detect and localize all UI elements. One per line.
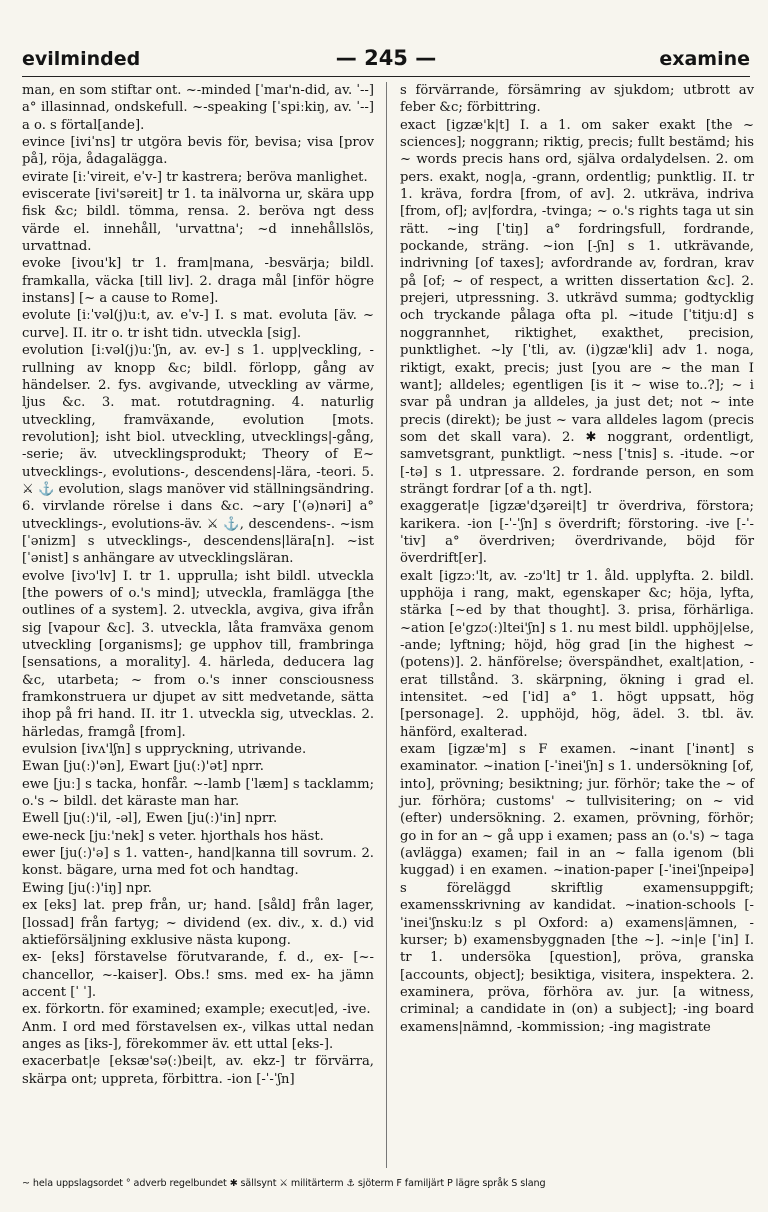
entry-evince: evince [iviˈns] tr utgöra bevis för, bevisa; visa [prov på], röja, ådagalägga.: [22, 135, 374, 168]
entry-evolute: evolute [iːˈvəl(j)uːt, av. eˈv-] I. s mat. evoluta [äv. ~ curve]. II. itr o. tr isht tidn. utveckla [sig].: [22, 308, 374, 341]
entry-evulsion: evulsion [ivʌ'lʃn] s uppryckning, utrivande.: [22, 742, 307, 758]
entry-note: Anm. I ord med förstavelsen ex-, vilkas uttal nedan anges as [iks-], förekommer äv. ett uttal [eks-].: [22, 1019, 374, 1052]
entry-ewing: Ewing [ju(ː)'iŋ] npr.: [22, 880, 152, 896]
entry-exacerbate-continued: s förvärrande, försämring av sjukdom; utbrott av feber &c; förbittring.: [400, 83, 754, 116]
left-column: [22, 82, 374, 1088]
entry-evirate: evirate [iːˈvireit, eˈv-] tr kastrera; beröva manlighet.: [22, 169, 368, 185]
entry-ewer: ewer [ju(ː)'ə] s 1. vatten-, hand|kanna till sovrum. 2. konst. bägare, urna med fot och handtag.: [22, 846, 374, 879]
entry-ex-prep: ex [eks] lat. prep från, ur; hand. [såld] från lager, [lossad] från fartyg; ~ dividend (ex. div., x. d.) vid aktieförsäljning exklusive nästa kupong.: [22, 898, 374, 948]
entry-ex-prefix: ex- [eks] förstavelse förutvarande, f. d., ex- [~-chancellor, ~-kaiser]. Obs.! sms. med ex- ha jämn accent [ˈ ˈ].: [22, 950, 374, 1000]
entry-evil-continued: man, en som stiftar ont. ~-minded [ˈmaɪ'n-did, av. ˈ--] a° illasinnad, ondskefull. ~-speaking [ˈspiːkiŋ, av. ˈ--] a o. s förtal[ande].: [22, 83, 374, 133]
header-rule: [22, 76, 750, 77]
entry-evolve: evolve [ivɔ'lv] I. tr 1. upprulla; isht bildl. utveckla [the powers of o.'s mind]; utveckla, framlägga [the outlines of a system]. 2. utveckla, avgiva, giva ifrån sig [vapour &c]. 3. utveckla, låta framväxa genom utveckling [organisms]; ge upphov till, frambringa [sensations, a morality]. 4. härleda, deducera lag &c, utarbeta; ~ from o.'s inner consciousness framkonstruera ur djupet av sitt medvetande, sätta ihop på fri hand. II. itr 1. utveckla sig, utvecklas. 2. härledas, framgå [from].: [22, 568, 374, 740]
entry-exam: exam [igzæ'm] s F examen. ~inant [ˈinənt] s examinator. ~ination [-ˈineiˈʃn] s 1. undersökning [of, into], prövning; besiktning; jur. förhör; take the ~ of jur. förhöra; customs' ~ tullvisitering; on ~ vid (efter) undersökning. 2. examen, prövning, förhör; go in for an ~ gå upp i examen; pass an (o.'s) ~ taga (avlägga) examen; fail in an ~ falla igenom (bli kuggad) i en examen. ~ination-paper [-ˈineiˈʃnpeipə] s föreläggd skriftlig examensuppgift; examensskrivning av kandidat. ~ination-schools [-ˈineiˈʃnskuːlz s pl Oxford: a) examens|ämnen, -kurser; b) examensbyggnaden [the ~]. ~in|e [ˈin] I. tr 1. undersöka [question], pröva, granska [accounts, object]; besiktiga, visitera, inspektera. 2. examinera, pröva, förhöra av. jur. [a witness, criminal; a candidate in (on) a subject]; -ing board examens|nämnd, -kommission; -ing magistrate: [400, 742, 754, 1035]
entry-evolution: evolution [iːvəl(j)uːˈʃn, av. ev-] s 1. upp|veckling, -rullning av knopp &c; bildl. förlopp, gång av händelser. 2. fys. avgivande, utveckling av värme, ljus &c. 3. mat. rotutdragning. 4. naturlig utveckling, framväxande, evolution [mots. revolution]; isht biol. utveckling, utvecklings|-gång, -serie; äv. utvecklingsprodukt; Theory of E~ utvecklings-, evolutions-, descendens|-lära, -teori. 5. ⚔ ⚓ evolution, slags manöver vid ställningsändring. 6. virvlande rörelse i dans &c. ~ary [ˈ(ə)nəri] a° utvecklings-, evolutions-äv. ⚔ ⚓, descendens-. ~ism [ˈənizm] s utvecklings-, descendens|lära[n]. ~ist [ˈənist] s anhängare av utvecklingsläran.: [22, 343, 374, 567]
entry-ewell: Ewell [ju(ː)'il, -əl], Ewen [ju(ː)'in] nprr.: [22, 811, 278, 827]
entry-exalt: exalt [igzɔː'lt, av. -zɔ'lt] tr 1. åld. upplyfta. 2. bildl. upphöja i rang, makt, egenskaper &c; höja, lyfta, stärka [~ed by that thought]. 3. prisa, förhärliga. ~ation [e'gzɔ(ː)ltei'ʃn] s 1. nu mest bildl. upphöj|else, -ande; lyftning; höjd, hög grad [in the highest ~ (potens)]. 2. hänförelse; överspändhet, exalt|ation, -erat tillstånd. 3. skärpning, ökning i grad el. intensitet. ~ed [ˈid] a° 1. högt uppsatt, hög [personage]. 2. upphöjd, hög, ädel. 3. tbl. äv. hänförd, exalterad.: [400, 568, 754, 740]
entry-exact: exact [igzæ'k|t] I. a 1. om saker exakt [the ~ sciences]; noggrann; riktig, precis; fullt bestämd; his ~ words precis hans ord, själva ordalydelsen. 2. om pers. exakt, nog|a, -grann, ordentlig; punktlig. II. tr 1. kräva, fordra [from, of av]. 2. utkräva, indriva [from, of]; av|fordra, -tvinga; ~ o.'s rights taga ut sin rätt. ~ing [ˈtiŋ] a° fordringsfull, fordrande, pockande, sträng. ~ion [-ʃn] s 1. utkrävande, indrivning [of taxes]; avfordrande av, fordran, krav på [of; ~ of respect, a written dissertation &c]. 2. prejeri, utpressning. 3. utkrävd summa; godtycklig och tryckande pålaga ofta pl. ~itude [ˈtitjuːd] s noggrannhet, riktighet, exakthet, precision, punktlighet. ~ly [ˈtli, av. (i)gzæ'kli] adv 1. noga, riktigt, exakt, precis; just [you are ~ the man I want]; alldeles; egentligen [is it ~ wise to..?]; ~ i svar på undran ja alldeles, ja just det; not ~ inte precis (direkt); be just ~ vara alldeles lagom (precis som det skall vara). 2. ✱ noggrant, ordentligt, samvetsgrant, punktligt. ~ness [ˈtnis] s. -itude. ~or [-tə] s 1. utpressare. 2. fordrande person, en som strängt fordrar [of a th. ngt].: [400, 117, 754, 497]
entry-ex-abbrev: ex. förkortn. för examined; example; execut|ed, -ive.: [22, 1002, 371, 1018]
left-guide-word: evilminded: [22, 48, 141, 70]
entry-ewe-neck: ewe-neck [juː'nek] s veter. hjorthals hos häst.: [22, 828, 324, 844]
entry-exaggerate: exaggerat|e [igzæ'dʒərei|t] tr överdriva, förstora; karikera. -ion [-ˈ-ˈʃn] s överdrift; förstoring. -ive [-ˈ-ˈtiv] a° överdriven; överdrivande, böjd för överdrift[er].: [400, 499, 754, 567]
column-divider: [386, 82, 387, 1168]
entry-ewe: ewe [juː] s tacka, honfår. ~-lamb [ˈlæm] s tacklamm; o.'s ~ bildl. det käraste man har.: [22, 776, 374, 810]
entry-evoke: evoke [ivou'k] tr 1. fram|mana, -besvärja; bildl. framkalla, väcka [till liv]. 2. draga mål [inför högre instans] [~ a cause to Rome].: [22, 256, 374, 307]
right-column: [400, 82, 754, 1036]
entry-exacerbate: exacerbat|e [eksæ'sə(ː)bei|t, av. ekz-] tr förvärra, skärpa ont; uppreta, förbittra. -ion [-ˈ-ˈʃn]: [22, 1054, 374, 1087]
page-header: [22, 42, 750, 76]
page-number: — 245 —: [335, 46, 437, 70]
abbreviation-legend: ~ hela uppslagsordet ° adverb regelbundet ✱ sällsynt ⚔ militärterm ⚓ sjöterm F familjärt P lägre språk S slang: [22, 1178, 546, 1189]
entry-eviscerate: eviscerate [ivi'səreit] tr 1. ta inälvorna ur, skära upp fisk &c; bildl. tömma, rensa. 2. beröva ngt dess värde el. innehåll, 'urvattna'; ~d innehållslös, urvattnad.: [22, 187, 374, 255]
right-guide-word: examine: [659, 48, 750, 70]
entry-ewan: Ewan [ju(ː)'ən], Ewart [ju(ː)'ət] nprr.: [22, 759, 264, 775]
